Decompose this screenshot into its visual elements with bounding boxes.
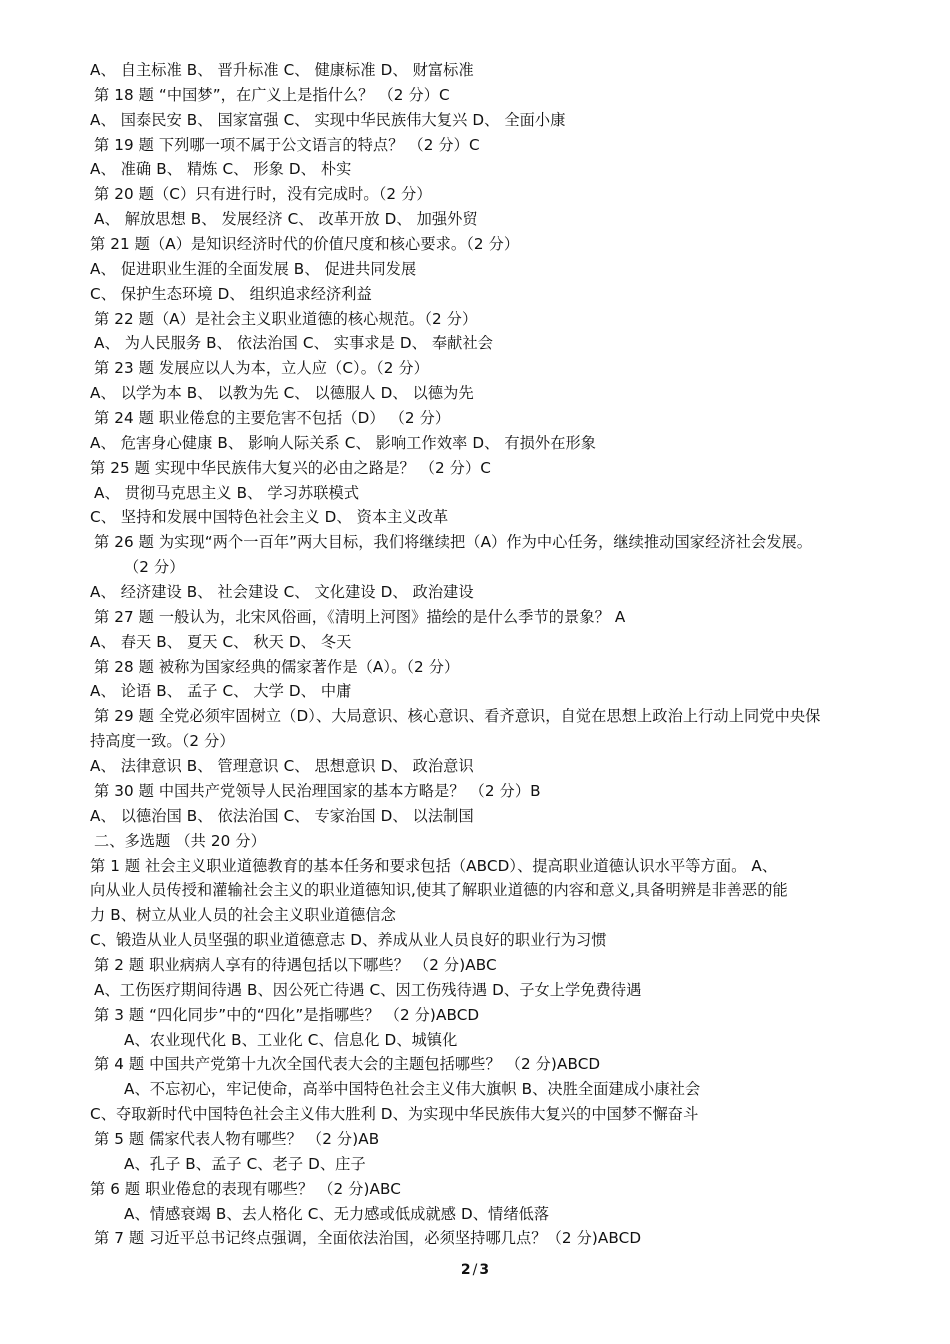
text-line: 第 1 题 社会主义职业道德教育的基本任务和要求包括（ABCD）、提高职业道德认识水平等方面。 A、 — [90, 856, 778, 875]
text-line: A、 准确 B、 精炼 C、 形象 D、 朴实 — [90, 160, 352, 179]
text-line: C、 保护生态环境 D、 组织追求经济利益 — [90, 284, 372, 303]
text-line: 力 B、树立从业人员的社会主义职业道德信念 — [90, 906, 396, 925]
page-total: 3 — [479, 1262, 490, 1278]
text-line: 第 27 题 一般认为，北宋风俗画，《清明上河图》描绘的是什么季节的景象？ A — [94, 607, 626, 626]
text-line: A、 为人民服务 B、 依法治国 C、 实事求是 D、 奉献社会 — [94, 334, 494, 353]
text-line: 第 18 题 “中国梦”，在广义上是指什么？ （2 分）C — [94, 85, 450, 104]
text-line: A、 促进职业生涯的全面发展 B、 促进共同发展 — [90, 259, 417, 278]
text-line: 第 21 题（A）是知识经济时代的价值尺度和核心要求。（2 分） — [90, 235, 520, 254]
text-line: A、 国泰民安 B、 国家富强 C、 实现中华民族伟大复兴 D、 全面小康 — [90, 110, 566, 129]
text-line: A、情感衰竭 B、去人格化 C、无力感或低成就感 D、情绪低落 — [124, 1204, 550, 1223]
text-line: 第 7 题 习近平总书记终点强调，全面依法治国，必须坚持哪几点？（2 分)ABCD — [94, 1229, 642, 1248]
text-line: 第 23 题 发展应以人为本，立人应（C）。（2 分） — [94, 359, 429, 378]
section-heading: 二、多选题 （共 20 分） — [94, 831, 266, 850]
text-line: A、 法律意识 B、 管理意识 C、 思想意识 D、 政治意识 — [90, 757, 474, 776]
text-line: A、 以学为本 B、 以教为先 C、 以德服人 D、 以德为先 — [90, 384, 474, 403]
text-line: 第 6 题 职业倦怠的表现有哪些？ （2 分)ABC — [90, 1179, 401, 1198]
text-line: 第 2 题 职业病病人享有的待遇包括以下哪些？ （2 分)ABC — [94, 955, 497, 974]
text-block — [90, 58, 880, 1251]
text-line: A、 春天 B、 夏天 C、 秋天 D、 冬天 — [90, 632, 352, 651]
text-line: A、 经济建设 B、 社会建设 C、 文化建设 D、 政治建设 — [90, 583, 474, 602]
text-line: A、 论语 B、 孟子 C、 大学 D、 中庸 — [90, 682, 352, 701]
text-line: A、工伤医疗期间待遇 B、因公死亡待遇 C、因工伤残待遇 D、子女上学免费待遇 — [94, 980, 642, 999]
text-line: C、 坚持和发展中国特色社会主义 D、 资本主义改革 — [90, 508, 449, 527]
text-line: A、 自主标准 B、 晋升标准 C、 健康标准 D、 财富标准 — [90, 61, 474, 79]
text-line: C、锻造从业人员坚强的职业道德意志 D、养成从业人员良好的职业行为习惯 — [90, 931, 607, 950]
text-line: A、 以德治国 B、 依法治国 C、 专家治国 D、 以法制国 — [90, 806, 474, 825]
text-line: （2 分） — [124, 558, 185, 577]
text-line: 持高度一致。（2 分） — [90, 732, 235, 751]
text-line: 第 19 题 下列哪一项不属于公文语言的特点？ （2 分）C — [94, 135, 480, 154]
page-separator: / — [472, 1262, 478, 1278]
text-line: A、 贯彻马克思主义 B、 学习苏联模式 — [94, 483, 360, 502]
text-line: 第 24 题 职业倦怠的主要危害不包括（D） （2 分） — [94, 409, 451, 428]
page-number — [0, 1262, 950, 1278]
text-line: A、 危害身心健康 B、 影响人际关系 C、 影响工作效率 D、 有损外在形象 — [90, 433, 597, 452]
page-current: 2 — [460, 1262, 471, 1278]
text-line: 第 28 题 被称为国家经典的儒家著作是（A）。（2 分） — [94, 657, 460, 676]
text-line: A、农业现代化 B、工业化 C、信息化 D、城镇化 — [124, 1030, 458, 1049]
text-line: A、 解放思想 B、 发展经济 C、 改革开放 D、 加强外贸 — [94, 210, 478, 229]
text-line: 第 4 题 中国共产党第十九次全国代表大会的主题包括哪些？ （2 分)ABCD — [94, 1055, 601, 1074]
text-line: 第 30 题 中国共产党领导人民治理国家的基本方略是？ （2 分）B — [94, 781, 541, 800]
text-line: A、孔子 B、孟子 C、老子 D、庄子 — [124, 1154, 366, 1173]
text-line: 第 22 题（A）是社会主义职业道德的核心规范。（2 分） — [94, 309, 478, 328]
text-line: 第 25 题 实现中华民族伟大复兴的必由之路是？ （2 分）C — [90, 458, 491, 477]
text-line: C、夺取新时代中国特色社会主义伟大胜利 D、为实现中华民族伟大复兴的中国梦不懈奋斗 — [90, 1105, 699, 1124]
text-line: 第 29 题 全党必须牢固树立（D）、大局意识、核心意识、看齐意识，自觉在思想上政治上行动上同党中央保 — [94, 707, 821, 726]
text-line: A、不忘初心，牢记使命，高举中国特色社会主义伟大旗帜 B、决胜全面建成小康社会 — [124, 1080, 701, 1099]
text-line: 第 20 题（C）只有进行时，没有完成时。（2 分） — [94, 185, 432, 204]
text-line: 向从业人员传授和灌输社会主义的职业道德知识,使其了解职业道德的内容和意义,具备明辨是非善恶的能 — [90, 881, 788, 900]
text-line: 第 26 题 为实现“两个一百年”两大目标，我们将继续把（A）作为中心任务，继续推动国家经济社会发展。 — [94, 533, 813, 552]
text-line: 第 5 题 儒家代表人物有哪些？ （2 分)AB — [94, 1129, 380, 1148]
text-line: 第 3 题 “四化同步”中的“四化”是指哪些？ （2 分)ABCD — [94, 1005, 480, 1024]
